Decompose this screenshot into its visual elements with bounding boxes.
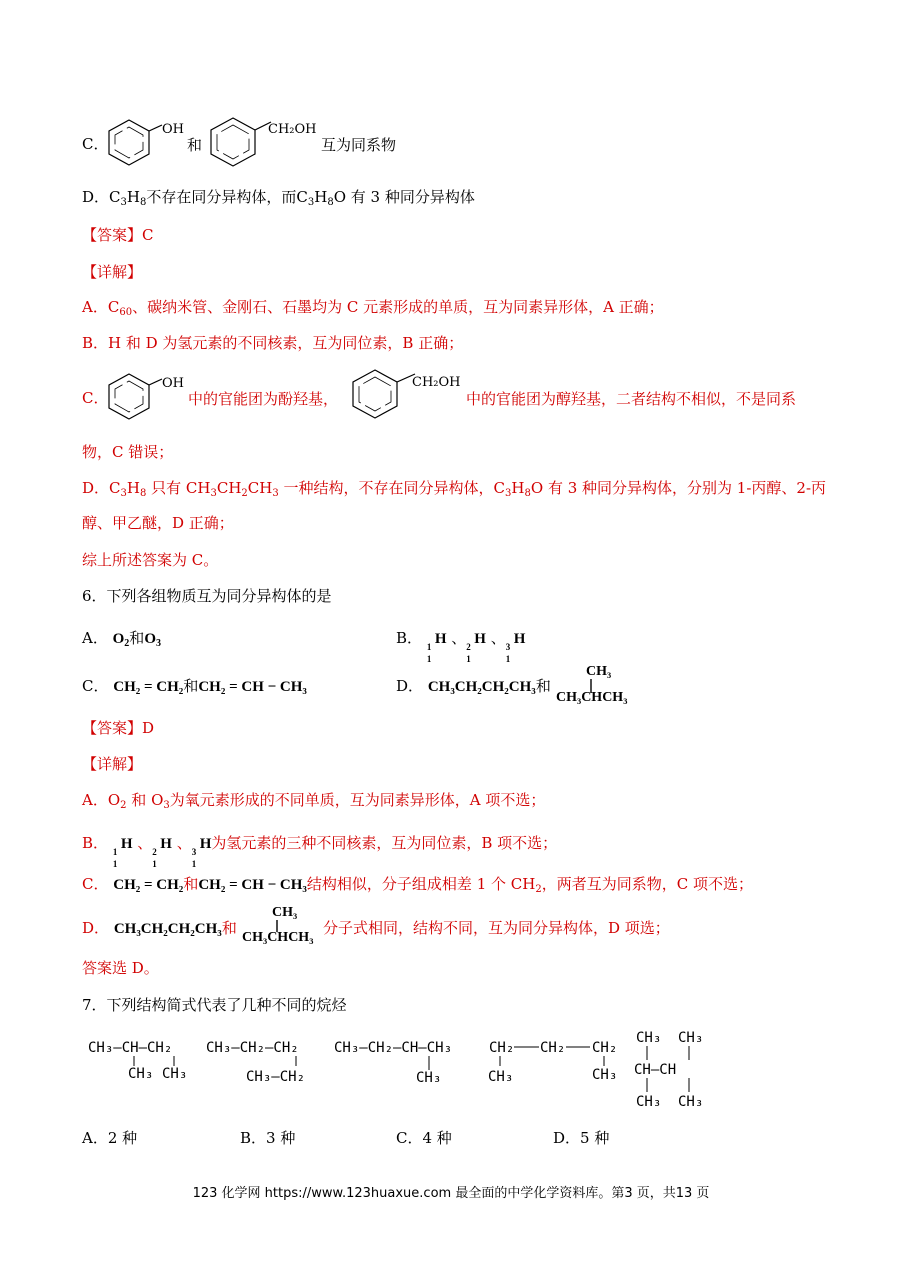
phenol-oh-label-1: OH [162,122,184,137]
q6-detail-heading: 【详解】 [82,755,143,773]
q6-explain-a: A．$O_2$ 和 $O_3$为氧元素形成的不同单质，互为同素异形体，A 项不选； [82,791,546,811]
q7-option-c: C．4 种 [396,1129,452,1147]
svg-text:CH–CH: CH–CH [634,1062,677,1078]
q5-conclusion: 综上所述答案为 C。 [82,551,219,569]
q6-explain-c: C． CH₂ = CH₂和CH₂ = CH − CH₃结构相似，分子组成相差 1 个 $CH_2$，两者互为同系物，C 项不选； [82,875,753,895]
q6-explain-b: B． 1 1 H 、 2 1 H 、 3 1 H为氢元素的三种不同核素，互为同位素，B 项不选； [82,834,558,869]
q6-d-isobutane-main: CH₃CHCH₃ [556,690,628,705]
q5-optc-tail: 互为同系物 [321,136,397,154]
q5-option-d: D．$C_3H_8$不存在同分异构体，而$C_3H_8O$ 有 3 种同分异构体 [82,188,475,208]
q6-conclusion: 答案选 D。 [82,959,159,977]
q5-detail-heading: 【详解】 [82,263,143,281]
q6-option-d: D． CH₃CH₂CH₂CH₃和 [396,677,551,695]
q7-option-d: D．5 种 [553,1129,610,1147]
svg-text:CH₃: CH₃ [636,1094,662,1110]
q6-option-c: C． CH₂ = CH₂和CH₂ = CH − CH₃ [82,677,307,695]
q6-explain-d: D． CH₃CH₂CH₂CH₃和 [82,919,237,937]
benzyl-alcohol-structure-1 [205,114,275,170]
q5-explain-d: D．$C_3H_8$ 只有 $CH_3CH_2CH_3$ 一种结构，不存在同分异构体，$C_3H_8O$ 有 3 种同分异构体，分别为 1-丙醇、2-丙 [82,479,827,499]
svg-text:CH₃–CH₂–CH₂: CH₃–CH₂–CH₂ [206,1040,299,1056]
q6-expd-isobutane-main: CH₃CHCH₃ [242,930,314,945]
q5-explain-a: A．$C_{60}$、碳纳米管、金刚石、石墨均为 C 元素形成的单质，互为同素异形体，A 正确； [82,298,664,318]
q7-stem: 7．下列结构简式代表了几种不同的烷烃 [82,996,347,1014]
q6-explain-d-text: 分子式相同，结构不同，互为同分异构体，D 项选； [323,919,670,937]
q5-option-c: C． [82,135,109,153]
svg-text:CH₃–CH–CH₂: CH₃–CH–CH₂ [88,1040,173,1056]
q7-structures [84,1026,724,1116]
q5-explain-c-mid2: 中的官能团为醇羟基，二者结构不相似，不是同系 [466,390,797,408]
svg-text:CH₃: CH₃ [488,1069,514,1085]
page-footer: 123 化学网 https://www.123huaxue.com 最全面的中学化学资料库。第3 页，共13 页 [192,1186,710,1201]
svg-text:CH₃: CH₃ [416,1070,442,1086]
svg-text:CH₃: CH₃ [678,1030,704,1046]
q5-explain-d-cont: 醇、甲乙醚，D 正确； [82,514,234,532]
q6-stem: 6．下列各组物质互为同分异构体的是 [82,587,332,605]
q5-explain-c-label: C． [82,389,109,407]
q6-option-a: A． $O_2$和$O_3$ [82,629,161,649]
q5-explain-c-mid1: 中的官能团为酚羟基， [188,390,339,408]
benzyl-ch2oh-label-2: CH₂OH [412,375,461,390]
q6-answer: 【答案】D [82,719,155,737]
q5-explain-b: B．H 和 D 为氢元素的不同核素，互为同位素，B 正确； [82,334,464,352]
q6-option-b: B． 1 1 H 、 2 1 H 、 3 1 H [396,629,526,664]
svg-text:CH₃: CH₃ [162,1066,188,1082]
phenol-oh-label-2: OH [162,376,184,391]
svg-text:CH₃: CH₃ [592,1067,618,1083]
svg-text:CH₂: CH₂ [540,1040,566,1056]
q6-expd-isobutane-top: CH₃ [272,905,298,920]
q5-explain-c-cont: 物，C 错误； [82,443,174,461]
q6-d-isobutane-top: CH₃ [586,664,612,679]
svg-text:CH₃: CH₃ [636,1030,662,1046]
svg-text:CH₃–CH₂–CH–CH₃: CH₃–CH₂–CH–CH₃ [334,1040,453,1056]
svg-text:CH₂: CH₂ [592,1040,618,1056]
svg-text:CH₃–CH₂: CH₃–CH₂ [246,1069,306,1085]
q5-optc-and: 和 [187,136,203,154]
q7-option-b: B．3 种 [240,1129,296,1147]
q5-answer: 【答案】C [82,226,154,244]
svg-text:CH₃: CH₃ [678,1094,704,1110]
svg-text:CH₃: CH₃ [128,1066,154,1082]
benzyl-ch2oh-label-1: CH₂OH [268,122,317,137]
svg-text:CH₂: CH₂ [489,1040,515,1056]
q7-option-a: A．2 种 [82,1129,138,1147]
